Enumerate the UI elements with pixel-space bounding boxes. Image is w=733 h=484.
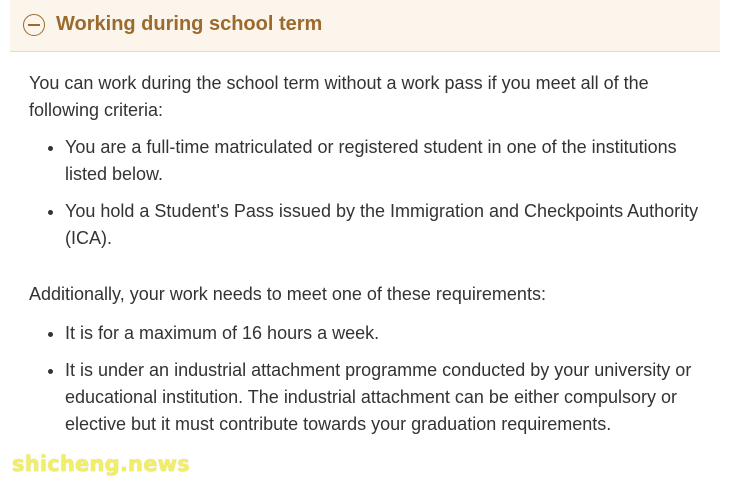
list-item [29, 134, 709, 188]
accordion-content [29, 70, 709, 448]
bullet-icon [48, 210, 53, 215]
criteria-list [29, 134, 709, 252]
intro-paragraph: You can work during the school term without a work pass if you meet all of the following criteria: [29, 73, 649, 120]
accordion-header[interactable] [10, 0, 720, 52]
additional-paragraph: Additionally, your work needs to meet one of these requirements: [29, 284, 546, 304]
criteria-text: You hold a Student's Pass issued by the Immigration and Checkpoints Authority (ICA). [65, 201, 699, 248]
bullet-icon [48, 146, 53, 151]
requirements-list [29, 320, 709, 438]
accordion-title[interactable]: Working during school term [56, 13, 323, 35]
list-item [29, 320, 709, 347]
list-item [29, 198, 709, 252]
bullet-icon [48, 332, 53, 337]
requirement-text: It is for a maximum of 16 hours a week. [65, 323, 380, 343]
requirement-text: It is under an industrial attachment programme conducted by your university or educational institution. The industrial attachment can be either compulsory or elective but it must contribute towards your graduation requirements. [65, 360, 692, 434]
criteria-text: You are a full-time matriculated or registered student in one of the institutions listed below. [65, 137, 677, 184]
bullet-icon [48, 369, 53, 374]
minus-circle-icon[interactable] [23, 14, 45, 36]
list-item [29, 357, 709, 438]
watermark: shicheng.news [12, 452, 190, 476]
